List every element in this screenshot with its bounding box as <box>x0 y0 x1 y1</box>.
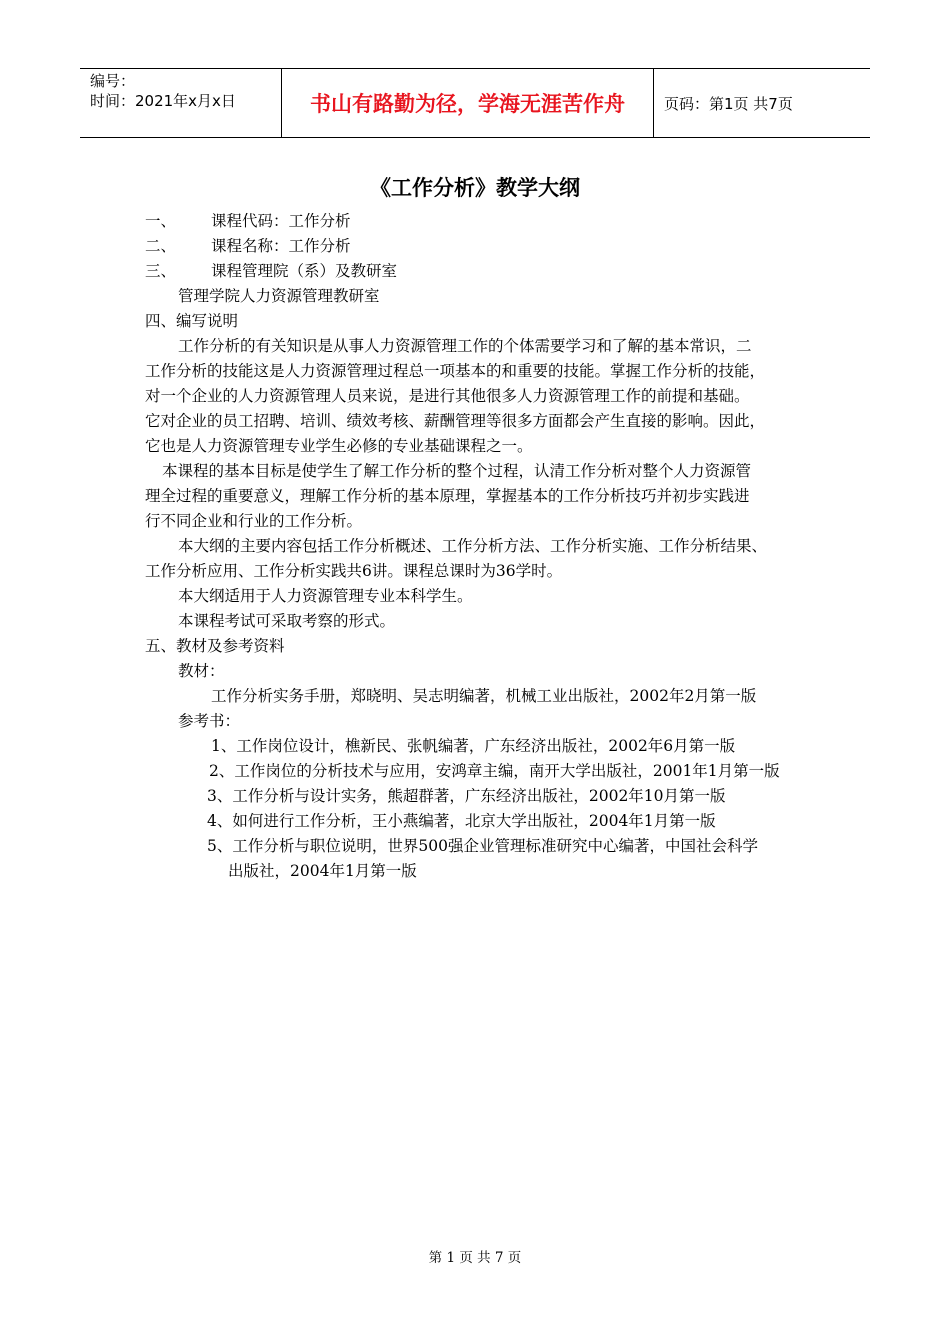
section-2-text: 课程名称：工作分析 <box>211 237 351 255</box>
page-info: 页码：第1页 共7页 <box>664 94 793 113</box>
reference-item: 1、工作岗位设计，樵新民、张帆编著，广东经济出版社，2002年6月第一版 <box>211 737 736 755</box>
section-2-number: 二、 <box>145 237 177 255</box>
paragraph-line: 本课程考试可采取考察的形式。 <box>178 612 396 630</box>
paragraph-line: 行不同企业和行业的工作分析。 <box>145 512 363 530</box>
section-3-text: 课程管理院（系）及教研室 <box>211 262 398 280</box>
header-meta <box>80 69 282 137</box>
document-header <box>80 68 870 138</box>
reference-item-continuation: 出版社，2004年1月第一版 <box>228 862 417 880</box>
page-footer: 第 1 页 共 7 页 <box>428 1250 522 1266</box>
paragraph-line: 本课程的基本目标是使学生了解工作分析的整个过程，认清工作分析对整个人力资源管 <box>162 462 752 480</box>
reference-item: 4、如何进行工作分析，王小燕编著，北京大学出版社，2004年1月第一版 <box>207 812 716 830</box>
section-4-heading: 四、编写说明 <box>145 312 239 330</box>
paragraph-line: 理全过程的重要意义，理解工作分析的基本原理，掌握基本的工作分析技巧并初步实践进 <box>145 487 750 505</box>
textbook-label: 教材： <box>178 662 225 680</box>
page-title: 《工作分析》教学大纲 <box>370 176 580 200</box>
paragraph-line: 它对企业的员工招聘、培训、绩效考核、薪酬管理等很多方面都会产生直接的影响。因此， <box>145 412 766 430</box>
paragraph-line: 工作分析应用、工作分析实践共6讲。课程总课时为36学时。 <box>145 562 563 580</box>
paragraph-line: 本大纲的主要内容包括工作分析概述、工作分析方法、工作分析实施、工作分析结果、 <box>178 537 768 555</box>
number-label: 编号： <box>90 72 136 90</box>
time-label: 时间：2021年x月x日 <box>90 92 236 110</box>
reference-item: 5、工作分析与职位说明，世界500强企业管理标准研究中心编著，中国社会科学 <box>207 837 758 855</box>
section-1-number: 一、 <box>145 212 177 230</box>
paragraph-line: 工作分析的有关知识是从事人力资源管理工作的个体需要学习和了解的基本常识，二 <box>178 337 752 355</box>
section-1-text: 课程代码：工作分析 <box>211 212 351 230</box>
section-5-heading: 五、教材及参考资料 <box>145 637 285 655</box>
textbook-entry: 工作分析实务手册，郑晓明、吴志明编著，机械工业出版社，2002年2月第一版 <box>211 687 757 705</box>
paragraph-line: 本大纲适用于人力资源管理专业本科学生。 <box>178 587 473 605</box>
reference-label: 参考书： <box>178 712 241 730</box>
reference-item: 2、工作岗位的分析技术与应用，安鸿章主编，南开大学出版社，2001年1月第一版 <box>209 762 780 780</box>
motto-text: 书山有路勤为径，学海无涯苦作舟 <box>310 92 625 116</box>
section-3-detail: 管理学院人力资源管理教研室 <box>178 287 380 305</box>
section-3-number: 三、 <box>145 262 177 280</box>
paragraph-line: 工作分析的技能这是人力资源管理过程总一项基本的和重要的技能。掌握工作分析的技能， <box>145 362 766 380</box>
paragraph-line: 它也是人力资源管理专业学生必修的专业基础课程之一。 <box>145 437 533 455</box>
reference-item: 3、工作分析与设计实务，熊超群著，广东经济出版社，2002年10月第一版 <box>207 787 726 805</box>
paragraph-line: 对一个企业的人力资源管理人员来说，是进行其他很多人力资源管理工作的前提和基础。 <box>145 387 750 405</box>
header-motto <box>282 69 654 137</box>
